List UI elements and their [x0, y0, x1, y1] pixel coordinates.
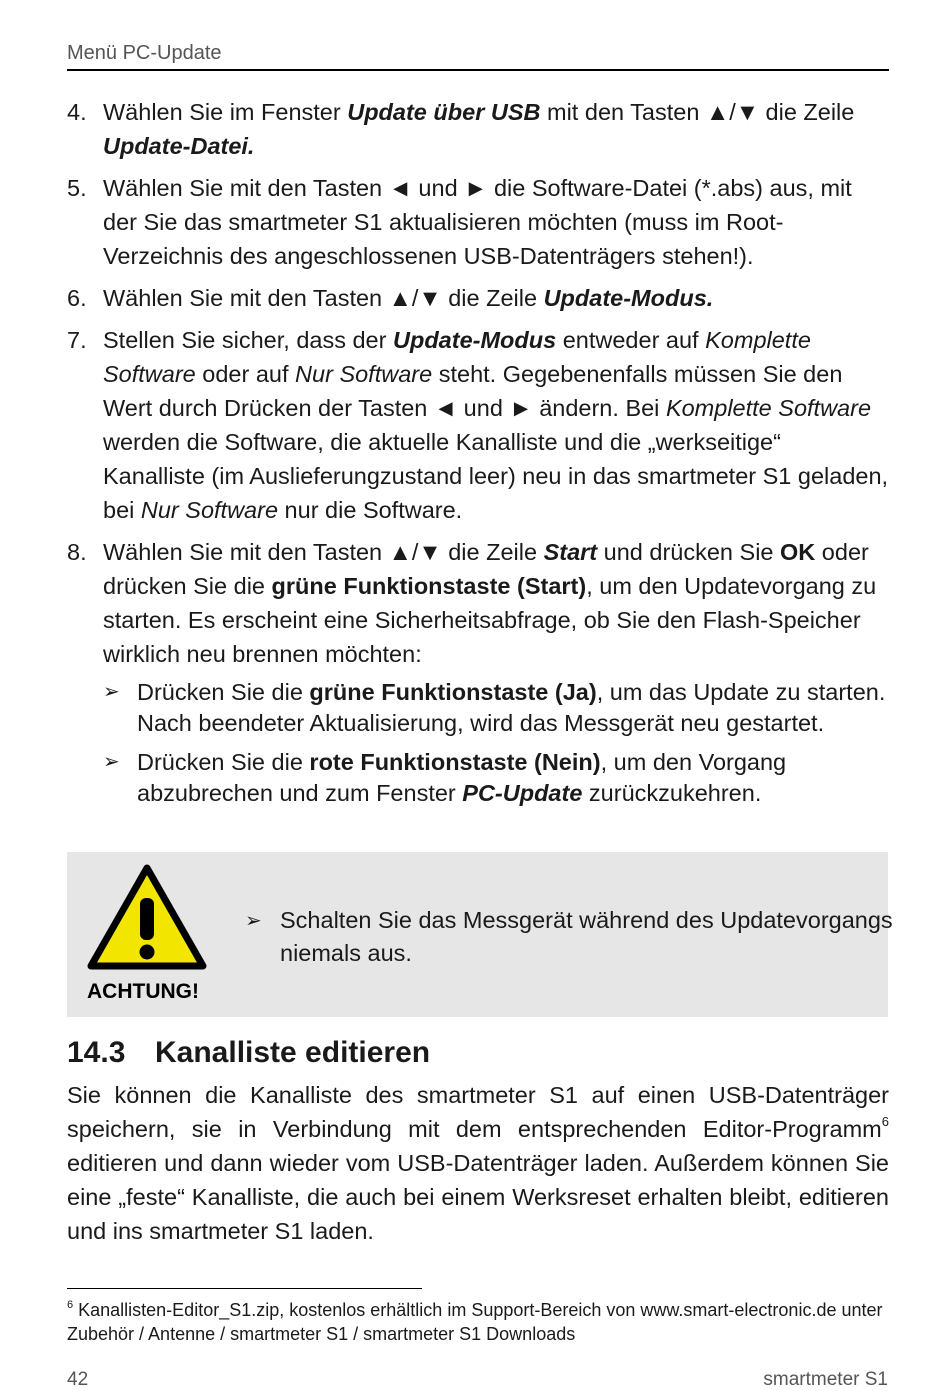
step-text: steht. Gegebenenfalls müssen Sie den Wert durch Drücken der Tasten ◄ und ► ändern. Bei [103, 361, 843, 421]
step-text: entweder auf [556, 327, 706, 353]
section-paragraph [67, 1078, 889, 1248]
page-number: 42 [67, 1369, 89, 1390]
bullet-bold: grüne Funktionstaste (Ja) [309, 679, 597, 705]
step-text: Wählen Sie mit den Tasten ◄ und ► die Software-Datei (*.abs) aus, mit der Sie das smartmeter S1 aktualisieren möchten (muss im Root-Verzeichnis des angeschlossenen USB-Datenträgers stehen!). [103, 175, 852, 269]
bullet-text: , um das Update zu starten. Nach beendeter Aktualisierung, wird das Messgerät neu gestartet. [137, 679, 886, 736]
bullet-bold: rote Funktionstaste (Nein) [309, 749, 601, 775]
footnote-ref: 6 [881, 1114, 889, 1129]
arrow-bullet-icon: ➢ [103, 751, 120, 773]
step-7 [67, 323, 889, 527]
step-italic: Nur Software [295, 361, 433, 387]
sub-bullet-confirm [103, 677, 889, 739]
arrow-bullet-icon: ➢ [103, 681, 120, 703]
step-text: Wählen Sie mit den Tasten ▲/▼ die Zeile [103, 285, 544, 311]
steps-list [67, 95, 889, 817]
bullet-text: Drücken Sie die [137, 679, 310, 705]
step-number: 7. [67, 327, 87, 353]
sub-bullet-cancel [103, 747, 889, 809]
bullet-emphasis: PC-Update [462, 780, 583, 806]
warning-box [67, 852, 893, 1017]
warning-triangle-icon [87, 864, 207, 975]
step-bold: OK [780, 539, 816, 565]
warning-label: ACHTUNG! [87, 980, 199, 1003]
footnote [67, 1298, 889, 1346]
warning-text [245, 904, 900, 970]
step-text: oder drücken Sie die [103, 539, 869, 599]
running-header: Menü PC-Update [67, 42, 222, 64]
paragraph-text: Sie können die Kanalliste des smartmeter S1 auf einen USB-Datenträger speichern, sie in Verbindung mit dem entsprechenden Editor-Programm [67, 1082, 889, 1142]
bullet-text: , um den Vorgang abzubrechen und zum Fenster [137, 749, 787, 806]
header-rule [67, 69, 889, 71]
sub-bullet-list [103, 677, 889, 809]
footnote-number: 6 [67, 1299, 74, 1311]
step-text: Wählen Sie im Fenster [103, 99, 348, 125]
step-italic: Komplette Software [103, 327, 811, 387]
step-text: mit den Tasten ▲/▼ die Zeile [540, 99, 855, 125]
step-6 [67, 281, 889, 315]
step-bold: grüne Funktionstaste (Start) [271, 573, 587, 599]
step-text: Stellen Sie sicher, dass der [103, 327, 393, 353]
footnote-rule [67, 1288, 422, 1289]
arrow-bullet-icon: ➢ [245, 910, 262, 932]
step-emphasis: Update über USB [347, 99, 541, 125]
step-number: 8. [67, 539, 87, 565]
footnote-text: Kanallisten-Editor_S1.zip, kostenlos erhältlich im Support-Bereich von www.smart-electronic.de unter Zubehör / Antenne / smartmeter S1 / smartmeter S1 Downloads [67, 1300, 883, 1344]
bullet-text: zurückzukehren. [582, 780, 762, 806]
step-italic: Nur Software [140, 497, 279, 523]
step-emphasis: Update-Modus. [543, 285, 714, 311]
footer-brand: smartmeter S1 [763, 1369, 888, 1390]
step-italic: Komplette Software [665, 395, 872, 421]
step-text: Wählen Sie mit den Tasten ▲/▼ die Zeile [103, 539, 544, 565]
step-text: werden die Software, die aktuelle Kanalliste und die „werkseitige“ Kanalliste (im Auslieferungzustand leer) neu in das smartmeter S1 geladen, bei [103, 429, 889, 523]
step-number: 5. [67, 175, 87, 201]
step-8 [67, 535, 889, 809]
step-text: und drücken Sie [597, 539, 781, 565]
step-emphasis: Update-Datei. [103, 133, 255, 159]
section-title: Kanalliste editieren [155, 1036, 431, 1069]
warning-message: Schalten Sie das Messgerät während des Updatevorgangs niemals aus. [280, 907, 893, 966]
bullet-text: Drücken Sie die [137, 749, 310, 775]
step-4 [67, 95, 889, 163]
step-number: 6. [67, 285, 87, 311]
step-emphasis: Update-Modus [393, 327, 557, 353]
paragraph-text: editieren und dann wieder vom USB-Datenträger laden. Außerdem können Sie eine „feste“ Kanalliste, die auch bei einem Werksreset erhalten bleibt, editieren und ins smartmeter S1 laden. [67, 1150, 889, 1244]
step-5 [67, 171, 889, 273]
step-text: , um den Updatevorgang zu starten. Es erscheint eine Sicherheitsabfrage, ob Sie den Flash-Speicher wirklich neu brennen möchten: [103, 573, 877, 667]
step-text: oder auf [195, 361, 296, 387]
section-number: 14.3 [67, 1036, 126, 1069]
step-number: 4. [67, 99, 87, 125]
step-emphasis: Start [543, 539, 598, 565]
step-text: nur die Software. [278, 497, 463, 523]
section-heading [67, 1036, 430, 1070]
